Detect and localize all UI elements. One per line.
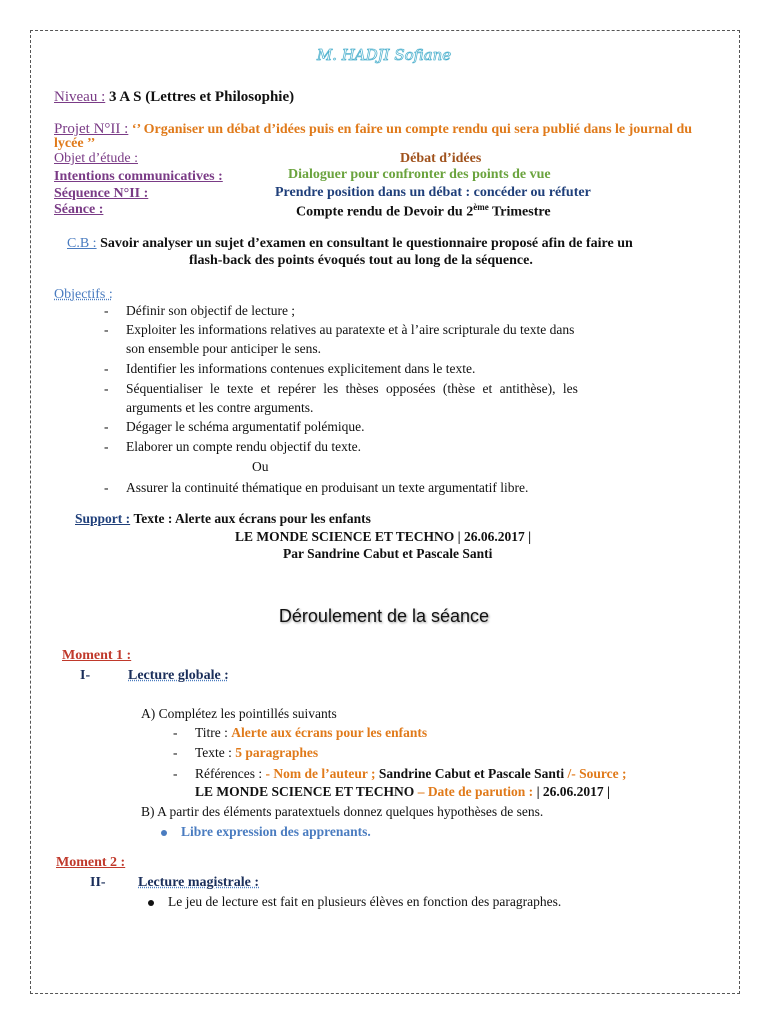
objet-label: Objet d’étude : xyxy=(54,151,138,166)
bullet-icon xyxy=(161,830,167,836)
moment2-bullet-row: Le jeu de lecture est fait en plusieurs élèves en fonction des paragraphes. xyxy=(148,894,561,910)
objectif-item: - Définir son objectif de lecture ; xyxy=(104,303,296,318)
ref-texte-value: 5 paragraphes xyxy=(235,745,319,760)
projet-label: Projet N°II : xyxy=(54,121,129,137)
ref-source-row: LE MONDE SCIENCE ET TECHNO – Date de parution : | 26.06.2017 | xyxy=(195,784,611,799)
moment1-label: Moment 1 : xyxy=(62,648,132,663)
moment1-roman: I- xyxy=(80,668,91,683)
objectif-item: - Elaborer un compte rendu objectif du texte. xyxy=(104,439,362,454)
projet-row xyxy=(54,121,692,138)
bullet-icon xyxy=(148,900,154,906)
intentions-label: Intentions communicatives : xyxy=(54,169,223,184)
author-header: M. HADJI Sofiane xyxy=(316,46,452,64)
sequence-label: Séquence N°II : xyxy=(54,186,149,201)
objectif-item-cont: son ensemble pour anticiper le sens. xyxy=(126,341,321,356)
objet-value: Débat d’idées xyxy=(400,151,482,166)
support-line3: Par Sandrine Cabut et Pascale Santi xyxy=(283,546,493,561)
intentions-value: Dialoguer pour confronter des points de vue xyxy=(288,167,551,182)
ref-references-row: - Références : - Nom de l’auteur ; Sandrine Cabut et Pascale Santi /- Source ; xyxy=(173,766,627,781)
seance-label: Séance : xyxy=(54,202,104,217)
niveau-row xyxy=(54,89,294,106)
objectif-ou: Ou xyxy=(252,459,269,474)
objectif-item: - Séquentialiser le texte et repérer les thèses opposées (thèse et antithèse), les xyxy=(104,381,578,396)
cb-line1: Savoir analyser un sujet d’examen en consultant le questionnaire proposé afin de faire un xyxy=(100,236,633,251)
moment1-heading: Lecture globale : xyxy=(128,668,229,683)
seance-value: Compte rendu de Devoir du 2ème Trimestre xyxy=(296,202,551,220)
objectif-item: - Identifier les informations contenues explicitement dans le texte. xyxy=(104,361,476,376)
ref-texte-row: - Texte : 5 paragraphes xyxy=(173,745,319,760)
projet-text-line2: lycée ’’ xyxy=(54,136,96,151)
libre-expression-row: Libre expression des apprenants. xyxy=(161,824,371,840)
objectif-item: - Exploiter les informations relatives au paratexte et à l’aire scripturale du texte dans xyxy=(104,322,575,337)
niveau-label: Niveau : xyxy=(54,89,106,105)
moment2-heading: Lecture magistrale : xyxy=(138,875,260,890)
cb-line2: flash-back des points évoqués tout au long de la séquence. xyxy=(189,253,533,268)
sequence-value: Prendre position dans un débat : concéder ou réfuter xyxy=(275,185,591,200)
support-label: Support : xyxy=(75,511,131,526)
objectif-item: - Dégager le schéma argumentatif polémique. xyxy=(104,419,365,434)
ref-titre-value: Alerte aux écrans pour les enfants xyxy=(231,725,428,740)
objectif-item: - Assurer la continuité thématique en produisant un texte argumentatif libre. xyxy=(104,480,529,495)
moment2-roman: II- xyxy=(90,875,106,890)
support-line2: LE MONDE SCIENCE ET TECHNO | 26.06.2017 | xyxy=(235,529,532,544)
projet-text-line1: ‘’ Organiser un débat d’idées puis en faire un compte rendu qui sera publié dans le journal du xyxy=(131,122,693,137)
niveau-value: 3 A S (Lettres et Philosophie) xyxy=(108,89,295,105)
moment1-question-b: B) A partir des éléments paratextuels donnez quelques hypothèses de sens. xyxy=(141,804,544,819)
support-text: Texte : Alerte aux écrans pour les enfants xyxy=(133,511,371,526)
objectif-item-cont: arguments et les contre arguments. xyxy=(126,400,314,415)
objectifs-label: Objectifs : xyxy=(54,287,113,302)
moment1-question-a: A) Complétez les pointillés suivants xyxy=(141,706,337,721)
cb-row xyxy=(67,236,633,252)
moment2-label: Moment 2 : xyxy=(56,855,126,870)
section-title: Déroulement de la séance xyxy=(278,606,490,626)
support-row xyxy=(75,511,371,527)
ref-titre-row: - Titre : Alerte aux écrans pour les enfants xyxy=(173,725,428,740)
cb-label: C.B : xyxy=(67,236,97,251)
